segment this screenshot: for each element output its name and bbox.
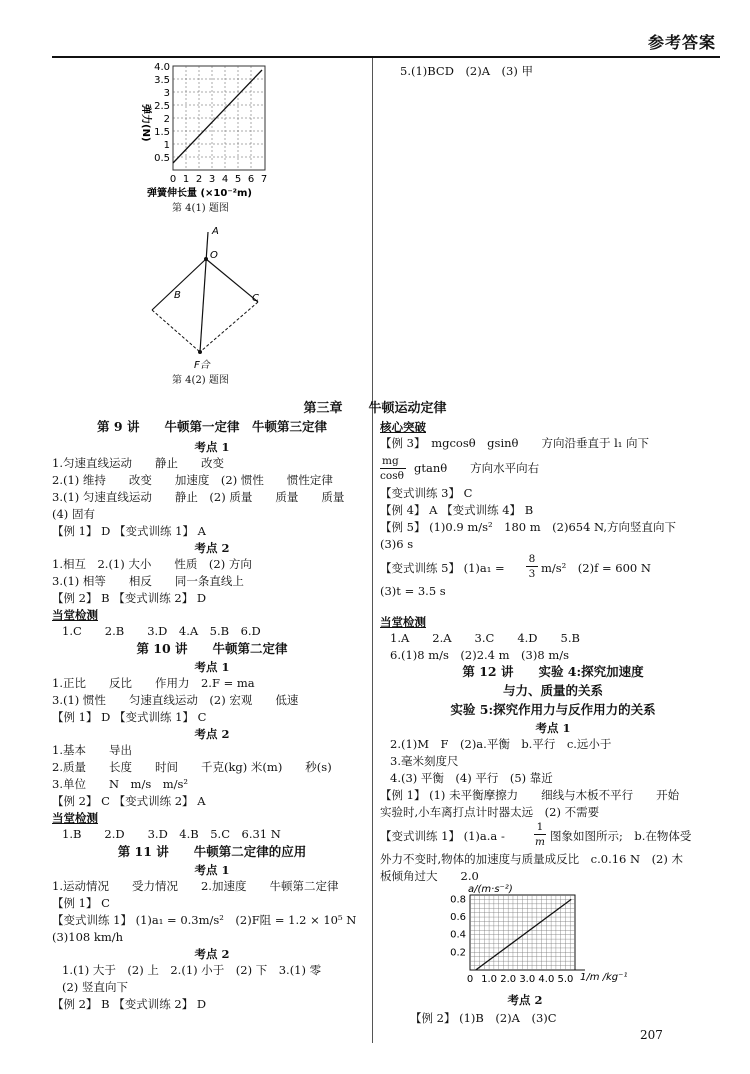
chart-ylabel: a/(m·s⁻²) (468, 884, 513, 895)
x-tick-label: 1.0 (481, 974, 498, 985)
kp2-heading: 考点 2 (194, 541, 230, 555)
answer-line: 1.(1) 大于 (2) 上 2.(1) 小于 (2) 下 3.(1) 零 (62, 963, 322, 977)
example-line: 【例 5】 (1)0.9 m/s² 180 m (2)654 N,方向竖直向下 (380, 520, 677, 534)
x-tick: 2 (195, 174, 203, 185)
lesson12-title-line2: 与力、质量的关系 (502, 683, 603, 698)
example-line: 【例 2】 (1)B (2)A (3)C (410, 1011, 557, 1025)
y-tick-label: 0.4 (450, 929, 466, 941)
y-tick: 1.5 (154, 127, 170, 138)
example-line: 【例 4】 A 【变式训练 4】 B (380, 503, 534, 517)
y-tick-label: 0.8 (450, 894, 466, 906)
force-line-ob (152, 259, 206, 310)
spring-xlabel: 弹簧伸长量 (×10⁻²m) (147, 188, 252, 199)
example-line: 【例 2】 B 【变式训练 2】 D (52, 997, 207, 1011)
lesson12-title: 第 12 讲 实验 4:探究加速度 (462, 664, 644, 679)
answer-line: (3)t = 3.5 s (380, 584, 446, 598)
spring-y-ticks (154, 62, 170, 164)
label-o: O (210, 250, 218, 261)
answer-line: 2.质量 长度 时间 千克(kg) 米(m) 秒(s) (52, 760, 332, 774)
fraction-numerator: 1 (536, 821, 544, 833)
lesson9-title: 第 9 讲 牛顿第一定律 牛顿第三定律 (97, 419, 327, 434)
answer-line: 1.B 2.D 3.D 4.B 5.C 6.31 N (62, 827, 281, 841)
answer-line: (4) 固有 (52, 507, 95, 521)
example-line: 【例 1】 D 【变式训练 1】 A (52, 524, 206, 538)
answer-line: 1.运动情况 受力情况 2.加速度 牛顿第二定律 (52, 879, 339, 893)
answer-line: 1.C 2.B 3.D 4.A 5.B 6.D (62, 624, 261, 638)
chart-xlabel: 1/m /kg⁻¹ (580, 972, 628, 983)
answer-line: (3)108 km/h (52, 930, 124, 944)
example-line: 【例 2】 B 【变式训练 2】 D (52, 591, 207, 605)
x-tick: 1 (182, 174, 190, 185)
answer-line: 实验时,小车离打点计时器太远 (2) 不需要 (380, 805, 600, 819)
kp1-heading: 考点 1 (194, 440, 230, 454)
y-tick: 0.5 (154, 153, 170, 164)
y-tick-label: 0.6 (450, 912, 466, 924)
answer-line: 1.正比 反比 作用力 2.F = ma (52, 676, 255, 690)
fraction-numerator: 8 (528, 553, 536, 565)
answer-line: 5.(1)BCD (2)A (3) 甲 (400, 64, 533, 78)
check-heading: 当堂检测 (52, 608, 98, 622)
kp1-heading: 考点 1 (194, 660, 230, 674)
example-line: 【例 2】 C 【变式训练 2】 A (52, 794, 206, 808)
kp2-heading: 考点 2 (194, 947, 230, 961)
y-tick: 3.5 (154, 75, 170, 86)
example-line: 【变式训练 1】 (1)a₁ = 0.3m/s² (2)F阻 = 1.2 × 10⁵ N (52, 913, 357, 927)
example-line: 【变式训练 3】 C (380, 486, 473, 500)
answer-line: 3.单位 N m/s m/s² (52, 777, 189, 791)
parallelogram-side (200, 302, 258, 352)
x-tick-label: 3.0 (519, 974, 536, 985)
label-a: A (212, 226, 219, 237)
fraction-denominator: cosθ (380, 470, 404, 482)
x-tick: 7 (260, 174, 268, 185)
example-line: 【变式训练 5】 (1)a₁ = (380, 561, 505, 575)
figure-spring-graph (135, 58, 300, 208)
acceleration-chart (430, 880, 630, 995)
label-c: C (252, 293, 259, 304)
x-tick: 0 (169, 174, 177, 185)
x-tick-label: 0 (466, 974, 474, 985)
core-heading: 核心突破 (380, 420, 426, 434)
label-f: F合 (194, 360, 210, 371)
figure-force-diagram (140, 222, 280, 382)
x-tick: 6 (247, 174, 255, 185)
spring-ylabel: 弹力(N) (140, 104, 151, 142)
answer-line: 3.(1) 惯性 匀速直线运动 (2) 宏观 低速 (52, 693, 299, 707)
page-number: 207 (640, 1028, 663, 1042)
y-tick: 3 (163, 88, 170, 99)
parallelogram-side (152, 310, 200, 352)
kp1-heading: 考点 1 (535, 721, 571, 735)
answer-line: 1.A 2.A 3.C 4.D 5.B (390, 631, 580, 645)
example-line: 【变式训练 1】 (1)a.a - (380, 829, 505, 843)
example-line: 【例 3】 mgcosθ gsinθ 方向沿垂直于 l₁ 向下 (380, 436, 650, 450)
point-o (204, 257, 208, 261)
answer-line: 4.(3) 平衡 (4) 平行 (5) 靠近 (390, 771, 553, 785)
answer-line: 外力不变时,物体的加速度与质量成反比 c.0.16 N (2) 木 (380, 852, 684, 866)
answer-line: 1.基本 导出 (52, 743, 132, 757)
answer-line: gtanθ 方向水平向右 (414, 461, 540, 475)
point-f (198, 350, 202, 354)
x-tick: 5 (234, 174, 242, 185)
fraction-denominator: 3 (528, 568, 536, 580)
answer-line: (2) 竖直向下 (62, 980, 128, 994)
answer-line: (3)6 s (380, 537, 414, 551)
answer-line: 1.相互 2.(1) 大小 性质 (2) 方向 (52, 557, 252, 571)
lesson11-title: 第 11 讲 牛顿第二定律的应用 (117, 844, 307, 859)
y-tick: 4.0 (154, 62, 170, 73)
x-tick-label: 4.0 (538, 974, 555, 985)
x-tick-label: 5.0 (557, 974, 574, 985)
fraction-numerator: mg (382, 455, 399, 467)
answer-line: m/s² (2)f = 600 N (541, 561, 651, 575)
check-heading: 当堂检测 (52, 811, 98, 825)
answer-line: 3.(1) 相等 相反 同一条直线上 (52, 574, 244, 588)
answer-line: 3.(1) 匀速直线运动 静止 (2) 质量 质量 质量 (52, 490, 345, 504)
example-line: 【例 1】 (1) 未平衡摩擦力 细线与木板不平行 开始 (380, 788, 680, 802)
force-line-oc (206, 259, 258, 302)
answer-line: 3.毫米刻度尺 (390, 754, 459, 768)
example-line: 【例 1】 D 【变式训练 1】 C (52, 710, 207, 724)
check-heading: 当堂检测 (380, 615, 426, 629)
kp2-heading: 考点 2 (507, 993, 543, 1007)
answer-line: 板倾角过大 2.0 (380, 869, 479, 883)
x-tick-label: 2.0 (500, 974, 517, 985)
spring-fit-line (173, 70, 262, 163)
x-tick: 3 (208, 174, 216, 185)
answer-line: 2.(1)M F (2)a.平衡 b.平行 c.远小于 (390, 737, 612, 751)
y-tick: 2.5 (154, 101, 170, 112)
kp1-heading: 考点 1 (194, 863, 230, 877)
figure2-caption: 第 4(2) 题图 (172, 375, 229, 386)
chart-ticks (450, 894, 573, 985)
lesson10-title: 第 10 讲 牛顿第二定律 (136, 641, 288, 656)
answer-line: 6.(1)8 m/s (2)2.4 m (3)8 m/s (390, 648, 569, 662)
answer-line: 1.匀速直线运动 静止 改变 (52, 456, 224, 470)
x-tick: 4 (221, 174, 229, 185)
fraction-denominator: m (535, 836, 545, 848)
experiment5-title: 实验 5:探究作用力与反作用力的关系 (450, 702, 656, 717)
figure1-caption: 第 4(1) 题图 (172, 203, 229, 214)
answer-line: 图象如图所示; b.在物体受 (550, 829, 692, 843)
example-line: 【例 1】 C (52, 896, 110, 910)
force-line-oa (200, 232, 208, 352)
answer-line: 2.(1) 维持 改变 加速度 (2) 惯性 惯性定律 (52, 473, 333, 487)
kp2-heading: 考点 2 (194, 727, 230, 741)
y-tick: 1 (163, 140, 170, 151)
y-tick-label: 0.2 (450, 947, 466, 959)
label-b: B (174, 290, 181, 301)
column-separator (372, 58, 373, 1043)
chapter-title: 第三章 牛顿运动定律 (303, 401, 447, 416)
y-tick: 2 (163, 114, 170, 125)
header-title: 参考答案 (647, 33, 716, 52)
spring-x-ticks (170, 174, 267, 185)
page-header (0, 0, 750, 60)
